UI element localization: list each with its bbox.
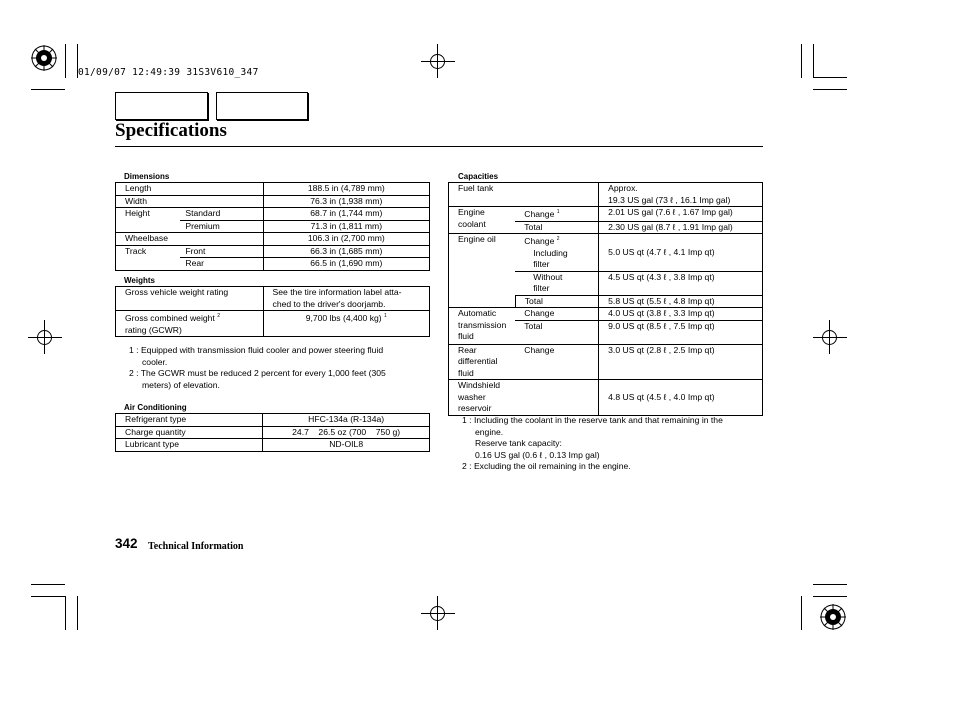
registration-mark-bottom-right-icon <box>820 604 846 630</box>
atf-change-value: 4.0 US qt (3.8 ℓ , 3.3 Imp qt) <box>599 308 763 321</box>
registration-mark-left-icon <box>34 327 55 348</box>
rdf-change-value: 3.0 US qt (2.8 ℓ , 2.5 Imp qt) <box>599 344 763 380</box>
wash-label: Windshield washer reservoir <box>449 380 599 416</box>
weights-table <box>115 286 430 337</box>
table-row <box>449 234 763 272</box>
registration-mark-bottom-center-icon <box>427 603 448 624</box>
table-row <box>116 208 430 221</box>
registration-mark-top-left-icon <box>31 45 57 71</box>
oil-label: Engine oil <box>449 234 516 308</box>
dim-sub: Standard <box>180 208 263 221</box>
table-row <box>116 414 430 427</box>
capacity-note-2: 2 : Excluding the oil remaining in the engine. <box>462 461 631 471</box>
page-number: 342 <box>115 536 138 551</box>
dimensions-table <box>115 182 430 271</box>
table-row <box>116 233 430 246</box>
dim-sub: Front <box>180 245 263 258</box>
registration-mark-top-center-icon <box>427 51 448 72</box>
oil-wo-value: 4.5 US qt (4.3 ℓ , 3.8 Imp qt) <box>599 271 763 295</box>
dim-value: 106.3 in (2,700 mm) <box>263 233 429 246</box>
oil-wo-filter: Without filter <box>515 271 598 295</box>
dimensions-heading: Dimensions <box>124 172 170 181</box>
ac-label: Lubricant type <box>116 439 263 452</box>
gvwr-label: Gross vehicle weight rating <box>116 287 264 311</box>
table-row <box>116 245 430 258</box>
table-row <box>116 426 430 439</box>
weights-heading: Weights <box>124 276 155 285</box>
atf-change: Change <box>515 308 598 321</box>
wash-value: 4.8 US qt (4.5 ℓ , 4.0 Imp qt) <box>599 380 763 416</box>
table-row <box>116 311 430 337</box>
coolant-label: Engine coolant <box>449 207 516 234</box>
gcwr-value: 9,700 lbs (4,400 kg) $^1$ <box>263 311 429 337</box>
weight-note-1: 1 : Equipped with transmission fluid cooler and power steering fluid cooler. <box>129 345 384 367</box>
atf-total: Total <box>515 320 598 344</box>
air-conditioning-heading: Air Conditioning <box>124 403 187 412</box>
rdf-change: Change <box>515 344 598 380</box>
coolant-change-value: 2.01 US gal (7.6 ℓ , 1.67 Imp gal) <box>599 207 763 222</box>
dim-label: Height <box>116 208 181 221</box>
fuel-value: Approx. 19.3 US gal (73 ℓ , 16.1 Imp gal) <box>599 183 763 207</box>
ac-label: Refrigerant type <box>116 414 263 427</box>
table-row <box>449 308 763 321</box>
ac-value: 24.7 26.5 oz (700 750 g) <box>263 426 430 439</box>
oil-total: Total <box>515 295 598 308</box>
dim-label: Length <box>116 183 264 196</box>
page-title: Specifications <box>115 120 227 141</box>
table-row <box>116 439 430 452</box>
fuel-label: Fuel tank <box>449 183 599 207</box>
oil-change: Change $^2$ Including filter <box>515 234 598 272</box>
dim-value: 66.3 in (1,685 mm) <box>263 245 429 258</box>
header-tab-box-2 <box>216 92 308 120</box>
dim-sub: Rear <box>180 258 263 271</box>
table-row <box>449 183 763 207</box>
capacities-table <box>448 182 763 416</box>
title-rule <box>115 146 763 147</box>
dim-label: Track <box>116 245 181 258</box>
table-row <box>449 207 763 222</box>
dim-label <box>116 220 181 233</box>
atf-label: Automatic transmission fluid <box>449 308 516 345</box>
coolant-total: Total <box>515 221 598 234</box>
ac-label: Charge quantity <box>116 426 263 439</box>
gvwr-value: See the tire information label atta- ched to the driver's doorjamb. <box>263 287 429 311</box>
oil-incl-value: 5.0 US qt (4.7 ℓ , 4.1 Imp qt) <box>599 234 763 272</box>
dim-sub: Premium <box>180 220 263 233</box>
capacities-heading: Capacities <box>458 172 499 181</box>
rdf-label: Rear differential fluid <box>449 344 516 380</box>
print-stamp: 01/09/07 12:49:39 31S3V610_347 <box>78 67 259 78</box>
table-row <box>116 258 430 271</box>
weight-note-2: 2 : The GCWR must be reduced 2 percent for every 1,000 feet (305 meters) of elevation. <box>129 368 386 390</box>
capacity-note-1: 1 : Including the coolant in the reserve tank and that remaining in the engine. Reserve tank capacity: 0.16 US gal (0.6 ℓ , 0.13 Imp gal) <box>462 415 723 460</box>
ac-value: ND-OIL8 <box>263 439 430 452</box>
dim-value: 68.7 in (1,744 mm) <box>263 208 429 221</box>
header-tab-box-1 <box>115 92 208 120</box>
table-row <box>449 344 763 380</box>
registration-mark-right-icon <box>819 327 840 348</box>
air-conditioning-table <box>115 413 430 452</box>
oil-total-value: 5.8 US qt (5.5 ℓ , 4.8 Imp qt) <box>599 295 763 308</box>
coolant-change: Change $^1$ <box>515 207 598 222</box>
table-row <box>116 183 430 196</box>
table-row <box>116 220 430 233</box>
dim-value: 188.5 in (4,789 mm) <box>263 183 429 196</box>
atf-total-value: 9.0 US qt (8.5 ℓ , 7.5 Imp qt) <box>599 320 763 344</box>
coolant-total-value: 2.30 US gal (8.7 ℓ , 1.91 Imp gal) <box>599 221 763 234</box>
table-row <box>116 195 430 208</box>
dim-label: Width <box>116 195 264 208</box>
table-row <box>449 380 763 416</box>
dim-value: 66.5 in (1,690 mm) <box>263 258 429 271</box>
gcwr-label: Gross combined weight $^2$ rating (GCWR) <box>116 311 264 337</box>
dim-value: 71.3 in (1,811 mm) <box>263 220 429 233</box>
dim-label: Wheelbase <box>116 233 264 246</box>
table-row <box>116 287 430 311</box>
section-name: Technical Information <box>148 541 244 552</box>
dim-value: 76.3 in (1,938 mm) <box>263 195 429 208</box>
dim-label <box>116 258 181 271</box>
ac-value: HFC-134a (R-134a) <box>263 414 430 427</box>
